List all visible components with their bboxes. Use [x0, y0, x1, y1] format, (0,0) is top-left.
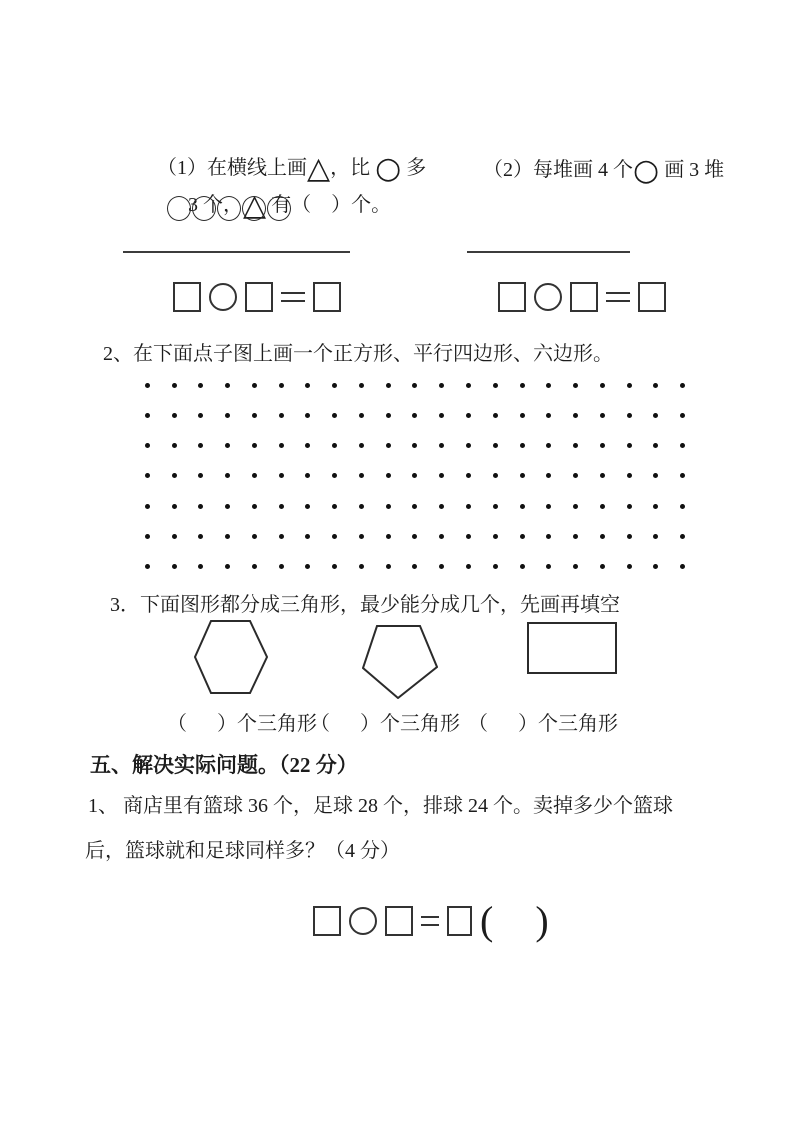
q1-line1-text-c: 多	[401, 157, 427, 179]
grid-dot	[225, 473, 230, 478]
grid-dot	[627, 473, 632, 478]
grid-dot	[466, 534, 471, 539]
grid-dot	[252, 473, 257, 478]
triangle-icon: △	[307, 151, 331, 186]
grid-dot	[546, 534, 551, 539]
grid-dot	[225, 534, 230, 539]
grid-dot	[600, 413, 605, 418]
grid-dot	[252, 383, 257, 388]
section5-heading: 五、解决实际问题。（22 分）	[90, 753, 358, 777]
q2-sub-line	[463, 131, 724, 209]
grid-dot	[653, 443, 658, 448]
grid-dot	[546, 443, 551, 448]
operator-circle	[209, 283, 237, 311]
grid-dot	[279, 534, 284, 539]
result-square	[638, 282, 666, 312]
grid-dot	[412, 473, 417, 478]
equation-blank-left	[173, 282, 341, 312]
grid-dot	[520, 383, 525, 388]
grid-dot	[386, 473, 391, 478]
circle-shape	[167, 196, 191, 221]
grid-dot	[653, 564, 658, 569]
grid-dot	[198, 473, 203, 478]
grid-dot	[359, 443, 364, 448]
grid-dot	[305, 564, 310, 569]
grid-dot	[573, 534, 578, 539]
grid-dot	[520, 413, 525, 418]
grid-dot	[198, 534, 203, 539]
grid-dot	[359, 504, 364, 509]
equals-sign	[421, 916, 439, 926]
grid-dot	[145, 564, 150, 569]
grid-dot	[252, 564, 257, 569]
circle-shape	[267, 196, 291, 221]
grid-dot	[145, 443, 150, 448]
answer-line-right	[467, 251, 630, 253]
grid-dot	[145, 473, 150, 478]
equation-blank-answer	[313, 898, 549, 943]
grid-dot	[573, 443, 578, 448]
grid-dot	[466, 383, 471, 388]
q2-sub-text-a: （2）每堆画 4 个	[483, 159, 633, 181]
grid-dot	[359, 564, 364, 569]
section5-problem1-line1: 1、 商店里有篮球 36 个，足球 28 个，排球 24 个。卖掉多少个篮球	[88, 795, 673, 817]
circle-icon: ○	[375, 151, 402, 186]
grid-dot	[252, 534, 257, 539]
grid-dot	[653, 504, 658, 509]
equation-blank-right	[498, 282, 666, 312]
grid-dot	[546, 504, 551, 509]
grid-dot	[653, 383, 658, 388]
operand-square	[313, 906, 341, 936]
close-paren: )	[535, 898, 549, 943]
grid-dot	[279, 413, 284, 418]
section5-problem1-line2: 后，篮球就和足球同样多？（4 分）	[85, 840, 400, 862]
grid-dot	[493, 504, 498, 509]
operator-circle	[534, 283, 562, 311]
equals-sign	[281, 292, 305, 302]
grid-dot	[172, 383, 177, 388]
pentagon-shape	[362, 625, 438, 699]
grid-dot	[172, 534, 177, 539]
grid-dot	[493, 413, 498, 418]
grid-dot	[332, 443, 337, 448]
result-square	[447, 906, 472, 936]
grid-dot	[225, 504, 230, 509]
q1-line1-text-b: ，比	[330, 157, 376, 179]
grid-dot	[386, 443, 391, 448]
grid-dot	[332, 504, 337, 509]
grid-dot	[225, 413, 230, 418]
grid-dot	[520, 534, 525, 539]
grid-dot	[573, 564, 578, 569]
grid-dot	[439, 473, 444, 478]
grid-dot	[600, 473, 605, 478]
grid-dot	[493, 534, 498, 539]
grid-dot	[172, 413, 177, 418]
grid-dot	[680, 534, 685, 539]
grid-dot	[627, 564, 632, 569]
grid-dot	[305, 383, 310, 388]
grid-dot	[279, 564, 284, 569]
grid-dot	[439, 564, 444, 569]
grid-dot	[412, 443, 417, 448]
grid-dot	[439, 443, 444, 448]
grid-dot	[145, 383, 150, 388]
rectangle-shape	[527, 622, 617, 674]
grid-dot	[600, 443, 605, 448]
grid-dot	[466, 504, 471, 509]
grid-dot	[573, 413, 578, 418]
grid-dot	[439, 534, 444, 539]
grid-dot	[198, 564, 203, 569]
grid-dot	[412, 383, 417, 388]
grid-dot	[412, 413, 417, 418]
grid-dot	[279, 383, 284, 388]
grid-dot	[412, 564, 417, 569]
grid-dot	[439, 413, 444, 418]
grid-dot	[546, 564, 551, 569]
grid-dot	[198, 413, 203, 418]
grid-dot	[359, 473, 364, 478]
circle-shape	[242, 196, 266, 221]
open-paren: (	[480, 898, 494, 943]
grid-dot	[225, 443, 230, 448]
operand-square	[173, 282, 201, 312]
grid-dot	[332, 534, 337, 539]
grid-dot	[145, 534, 150, 539]
result-square	[313, 282, 341, 312]
grid-dot	[279, 473, 284, 478]
grid-dot	[600, 504, 605, 509]
q1-line1-text-a: （1）在横线上画	[157, 157, 307, 179]
grid-dot	[466, 413, 471, 418]
grid-dot	[359, 413, 364, 418]
grid-dot	[252, 504, 257, 509]
grid-dot	[386, 413, 391, 418]
grid-dot	[198, 504, 203, 509]
grid-dot	[439, 383, 444, 388]
grid-dot	[680, 383, 685, 388]
grid-dot	[493, 473, 498, 478]
q1-line2-text-a: 3 个，	[188, 194, 243, 216]
operand-square	[498, 282, 526, 312]
grid-dot	[493, 443, 498, 448]
grid-dot	[225, 383, 230, 388]
grid-dot	[466, 473, 471, 478]
grid-dot	[680, 504, 685, 509]
grid-dot	[439, 504, 444, 509]
grid-dot	[332, 564, 337, 569]
grid-dot	[145, 504, 150, 509]
grid-dot	[305, 534, 310, 539]
grid-dot	[627, 413, 632, 418]
grid-dot	[520, 473, 525, 478]
grid-dot	[573, 383, 578, 388]
grid-dot	[198, 443, 203, 448]
grid-dot	[466, 564, 471, 569]
q3-title: 3．下面图形都分成三角形，最少能分成几个，先画再填空	[110, 594, 620, 616]
grid-dot	[359, 383, 364, 388]
grid-dot	[653, 413, 658, 418]
grid-dot	[172, 504, 177, 509]
grid-dot	[600, 534, 605, 539]
grid-dot	[653, 534, 658, 539]
operand-square	[570, 282, 598, 312]
grid-dot	[172, 443, 177, 448]
grid-dot	[680, 413, 685, 418]
q2-title: 2、在下面点子图上画一个正方形、平行四边形、六边形。	[103, 343, 613, 365]
grid-dot	[520, 504, 525, 509]
grid-dot	[627, 534, 632, 539]
grid-dot	[279, 504, 284, 509]
grid-dot	[546, 473, 551, 478]
grid-dot	[332, 413, 337, 418]
grid-dot	[386, 504, 391, 509]
grid-dot	[172, 473, 177, 478]
grid-dot	[332, 473, 337, 478]
q2-sub-text-b: 画 3 堆	[659, 159, 725, 181]
grid-dot	[359, 534, 364, 539]
grid-dot	[332, 383, 337, 388]
grid-dot	[412, 534, 417, 539]
grid-dot	[573, 504, 578, 509]
hexagon-shape	[194, 620, 268, 694]
grid-dot	[252, 413, 257, 418]
grid-dot	[680, 564, 685, 569]
grid-dot	[653, 473, 658, 478]
q3-label-2: （ ）个三角形	[310, 713, 460, 735]
operand-square	[245, 282, 273, 312]
grid-dot	[466, 443, 471, 448]
circle-shape	[217, 196, 241, 221]
grid-dot	[627, 443, 632, 448]
grid-dot	[412, 504, 417, 509]
grid-dot	[252, 443, 257, 448]
grid-dot	[627, 383, 632, 388]
grid-dot	[279, 443, 284, 448]
grid-dot	[493, 383, 498, 388]
circle-row	[167, 196, 291, 221]
grid-dot	[305, 473, 310, 478]
grid-dot	[145, 413, 150, 418]
grid-dot	[680, 443, 685, 448]
circle-shape	[192, 196, 216, 221]
answer-line-left	[123, 251, 350, 253]
grid-dot	[627, 504, 632, 509]
grid-dot	[386, 534, 391, 539]
q3-label-3: （ ）个三角形	[468, 713, 618, 735]
triangle-icon: △	[243, 188, 267, 223]
grid-dot	[600, 564, 605, 569]
circle-icon: ○	[633, 153, 660, 188]
dot-grid	[134, 370, 696, 582]
grid-dot	[198, 383, 203, 388]
grid-dot	[305, 443, 310, 448]
grid-dot	[573, 473, 578, 478]
grid-dot	[225, 564, 230, 569]
grid-dot	[600, 383, 605, 388]
grid-dot	[305, 413, 310, 418]
equals-sign	[606, 292, 630, 302]
q3-label-1: （ ）个三角形	[167, 713, 317, 735]
grid-dot	[546, 413, 551, 418]
grid-dot	[305, 504, 310, 509]
operator-circle	[349, 907, 377, 935]
grid-dot	[520, 564, 525, 569]
grid-dot	[546, 383, 551, 388]
grid-dot	[386, 383, 391, 388]
grid-dot	[493, 564, 498, 569]
grid-dot	[520, 443, 525, 448]
grid-dot	[386, 564, 391, 569]
q1-line2-text-b: 有（ ）个。	[266, 194, 392, 216]
operand-square	[385, 906, 413, 936]
grid-dot	[172, 564, 177, 569]
grid-dot	[680, 473, 685, 478]
